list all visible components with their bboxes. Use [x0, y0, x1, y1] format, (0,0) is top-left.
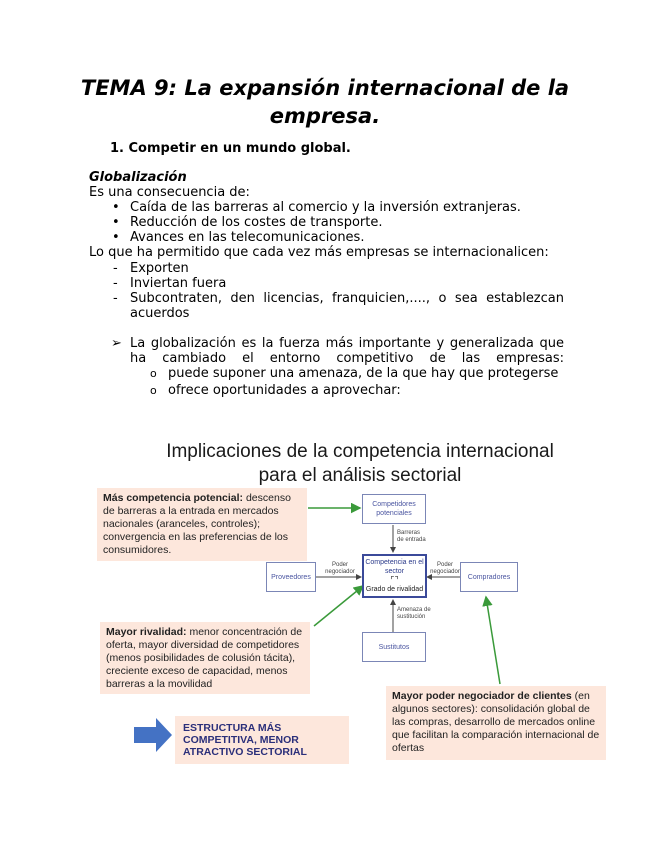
intro-line: Es una consecuencia de:	[89, 185, 250, 200]
label-buyer-power: Poder negociador	[430, 562, 460, 575]
panel-bold-label: Mayor rivalidad:	[106, 626, 187, 638]
panel-bold-label: Más competencia potencial:	[103, 492, 244, 504]
rivalry-symbol-icon: ⌜⌝	[390, 575, 399, 585]
center-sublabel: Grado de rivalidad	[365, 586, 424, 593]
panel-text: (en algunos sectores): consolidación global de las compras, desarrollo de mercados online que facilitan la comparación internacional de ofertas	[392, 690, 600, 754]
panel-bold-label: Mayor poder negociador de clientes	[392, 690, 572, 702]
label-substitution-threat: Amenaza de sustitución	[397, 607, 431, 620]
bullet-dot: •	[112, 200, 120, 215]
circle-bullet-icon: o	[150, 384, 157, 397]
result-item: Exporten	[130, 261, 189, 276]
panel-text: descenso de barreras a la entrada en mercados nacionales (aranceles, controles); convergencia en las preferencias de los consumidores.	[103, 492, 291, 556]
green-arrow-rivalry	[314, 586, 363, 626]
big-arrow-icon	[134, 718, 172, 752]
result-intro-line: Lo que ha permitido que cada vez más empresas se internacionalicen:	[89, 245, 549, 260]
box-buyers: Compradores	[460, 562, 518, 592]
box-suppliers: Proveedores	[266, 562, 316, 592]
bullet-dot: •	[112, 230, 120, 245]
sub-point: puede suponer una amenaza, de la que hay que protegerse	[168, 366, 559, 381]
arrow-point-text: La globalización es la fuerza más importante y generalizada que ha cambiado el entorno competitivo de las empresas:	[130, 336, 564, 366]
globalizacion-heading: Globalización	[89, 170, 187, 185]
sub-point: ofrece oportunidades a aprovechar:	[168, 383, 401, 398]
figure-title: Implicaciones de la competencia internacional para el análisis sectorial	[166, 441, 554, 486]
dash-marker: -	[113, 276, 118, 291]
cause-item: Reducción de los costes de transporte.	[130, 215, 383, 230]
box-substitutes: Sustitutos	[362, 632, 426, 662]
green-arrow-buyers	[486, 597, 500, 684]
page-title: TEMA 9: La expansión internacional de la empresa.	[80, 76, 570, 128]
section-heading: 1. Competir en un mundo global.	[110, 141, 351, 156]
label-entry-barriers: Barreras de entrada	[397, 530, 426, 543]
panel-text: menor concentración de oferta, mayor diversidad de competidores (menos posibilidades de colusión tácita), creciente exceso de capacidad, menos barreras a la movilidad	[106, 626, 303, 690]
box-potential-competitors: Competidores potenciales	[362, 494, 426, 524]
box-industry-competition	[362, 554, 427, 598]
circle-bullet-icon: o	[150, 367, 157, 380]
result-item: Subcontraten, den licencias, franquicien,...., o sea establezcan acuerdos	[130, 291, 564, 321]
center-label: Competencia en el sector	[365, 559, 424, 575]
arrowhead-bullet-icon: ➢	[111, 336, 122, 351]
dash-marker: -	[113, 291, 118, 306]
cause-item: Avances en las telecomunicaciones.	[130, 230, 365, 245]
label-supplier-power: Poder negociador	[325, 562, 355, 575]
cause-item: Caída de las barreras al comercio y la inversión extranjeras.	[130, 200, 521, 215]
bullet-dot: •	[112, 215, 120, 230]
estructura-panel: ESTRUCTURA MÁS COMPETITIVA, MENOR ATRACTIVO SECTORIAL	[175, 716, 349, 764]
dash-marker: -	[113, 261, 118, 276]
result-item: Inviertan fuera	[130, 276, 227, 291]
